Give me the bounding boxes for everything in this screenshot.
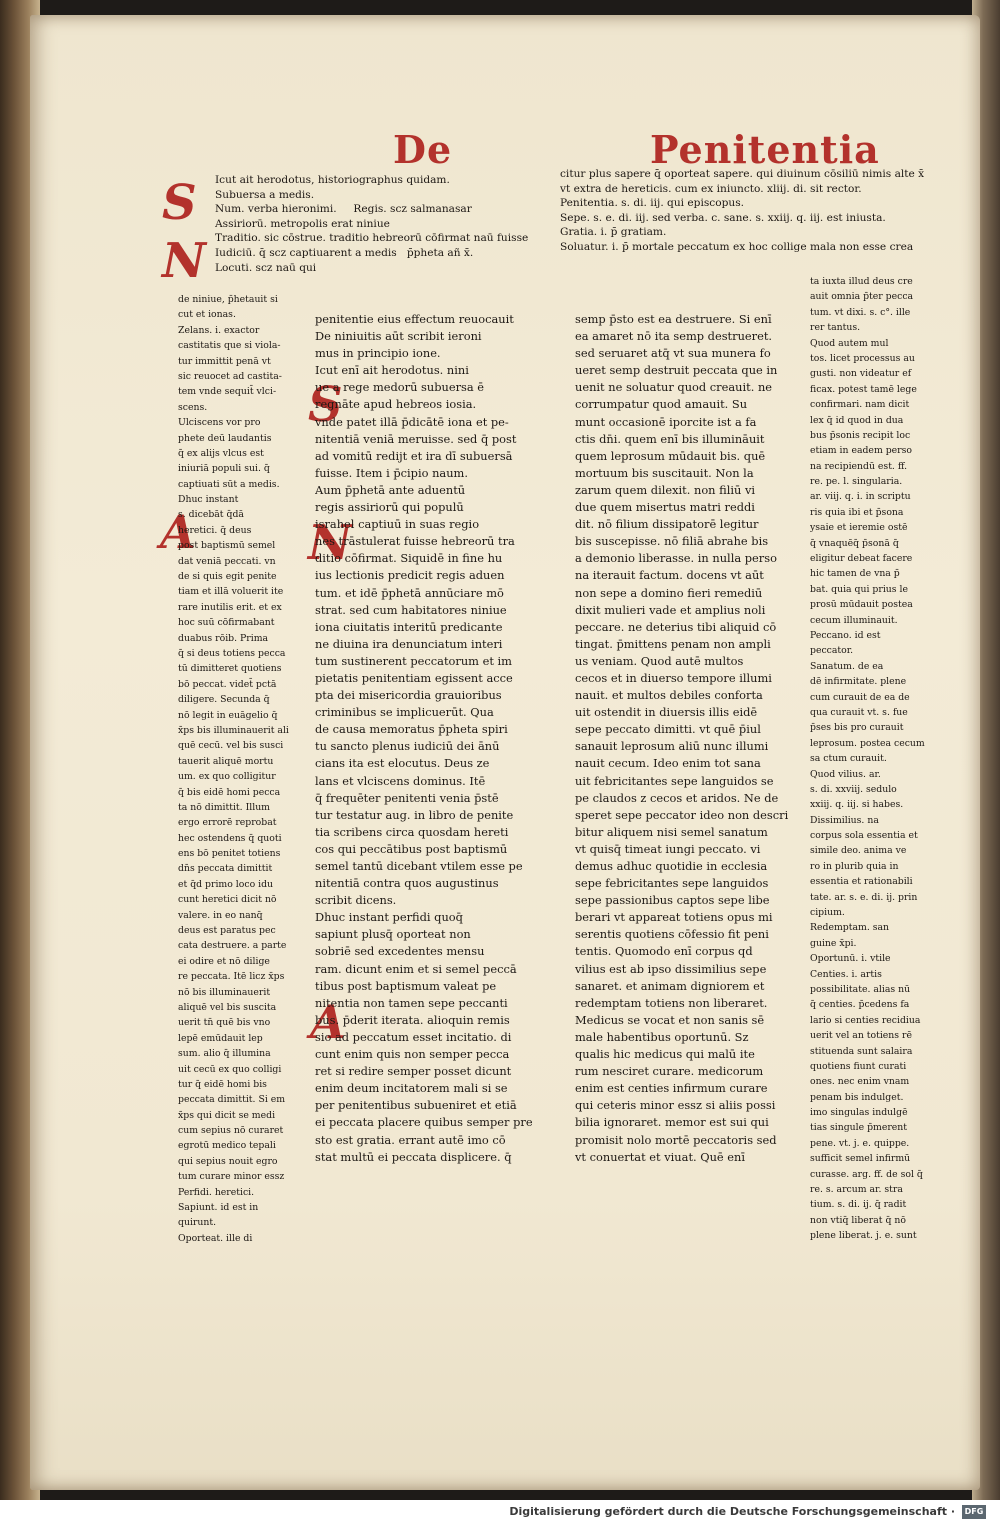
text-line: enim deum incitatorem mali si se (315, 1081, 508, 1096)
gloss-line: egrotū medico tepali (178, 1140, 276, 1152)
gloss-line: prosū mūdauit postea (810, 599, 913, 611)
gloss-line: peccator. (810, 645, 854, 657)
gloss-line: hec ostendens q̄ quoti (178, 832, 282, 844)
text-line: israhel captiuū in suas regio (315, 517, 480, 532)
gloss-line: sic reuocet ad castita- (178, 370, 282, 382)
gloss-line: tur immittit penā vt (178, 355, 271, 367)
text-line: criminibus se implicuerūt. Qua (315, 705, 494, 720)
gloss-line: Peccano. id est (810, 629, 881, 641)
text-line: pta dei misericordia grauioribus (315, 688, 502, 703)
text-line: vt quisq̄ timeat iungi peccato. vi (575, 841, 761, 856)
text-line: semp p̄sto est ea destruere. Si enī (575, 312, 772, 326)
gloss-line: s. di. xxviij. sedulo (810, 783, 897, 795)
dfg-logo: DFG (962, 1505, 986, 1519)
gloss-line: cum curauit de ea de (810, 691, 910, 703)
text-line: sepe febricitantes sepe languidos (575, 876, 769, 891)
text-line: De niniuitis aūt scribit ieroni (315, 329, 482, 344)
footer-bar (0, 1500, 1000, 1525)
gloss-line: Locuti. scz naū qui (215, 261, 317, 274)
gloss-line: Dhuc instant (178, 494, 239, 506)
gloss-line: post baptismū semel (178, 540, 276, 552)
text-line: uit febricitantes sepe languidos se (575, 773, 774, 788)
text-line: tum sustinerent peccatorum et im (315, 653, 512, 668)
gloss-line: nō legit in euāgelio q̄ (178, 709, 278, 721)
text-line: bus. p̄derit iterata. alioquin remis (315, 1012, 510, 1027)
text-line: regnāte apud hebreos iosia. (315, 397, 477, 412)
text-line: ueret semp destruit peccata que in (575, 363, 778, 378)
gloss-line: captiuati sūt a medis. (178, 478, 280, 490)
text-line: de causa memoratus p̄pheta spiri (315, 722, 508, 737)
gloss-line: eligitur debeat facere (810, 553, 913, 565)
text-line: tingat. p̄mittens penam non ampli (575, 636, 771, 651)
text-line: nes trāstulerat fuisse hebreorū tra (315, 534, 515, 549)
text-line: zarum quem dilexit. non filiū vi (575, 482, 756, 497)
gloss-line: na recipiendū est. ff. (810, 460, 908, 472)
gloss-line: ens bō penitet totiens (178, 848, 281, 860)
gloss-line: sa ctum curauit. (810, 753, 887, 765)
gloss-line: plene liberat. j. e. sunt (810, 1230, 917, 1242)
gloss-line: uerit vel an totiens rē (810, 1030, 912, 1042)
gloss-line: gusti. non videatur ef (810, 368, 912, 380)
text-line: nitentia non tamen sepe peccanti (315, 995, 508, 1010)
gloss-line: de si quis egit penite (178, 571, 277, 583)
gloss-line: lex q̄ id quod in dua (810, 414, 904, 426)
gloss-line: xxiij. q. iij. si habes. (810, 799, 904, 811)
text-line: vilius est ab ipso dissimilius sepe (575, 961, 767, 976)
text-line: pietatis penitentiam egissent acce (315, 670, 513, 685)
gloss-line: tate. ar. s. e. di. ij. prin (810, 891, 918, 903)
gloss-line: Quod vilius. ar. (810, 768, 881, 780)
gloss-line: x̄ps bis illuminauerit ali (178, 724, 289, 736)
text-line: nauit. et multos debiles conforta (575, 688, 763, 703)
text-line: stat multū ei peccata displicere. q̄ (315, 1149, 512, 1164)
gloss-line: dat veniā peccati. vn (178, 555, 276, 567)
text-line: bilia ignoraret. memor est sui qui (575, 1115, 769, 1130)
gloss-line: et q̄d primo loco idu (178, 878, 274, 890)
gloss-line: Icut ait herodotus, historiographus quidam. (215, 174, 450, 186)
main-text-right (575, 311, 810, 1166)
text-line: non sepe a domino fieri remediū (575, 585, 763, 600)
initial-n-top: N (162, 233, 206, 289)
initial-n-main: N (308, 515, 352, 571)
gloss-line: s. dicebāt q̄dā (178, 509, 244, 521)
gloss-line: iniuriā populi sui. q̄ (178, 463, 270, 475)
gloss-line: ergo errorē reprobat (178, 817, 277, 829)
gloss-line: Zelans. i. exactor (178, 324, 260, 336)
text-line: serentis quotiens cōfessio fit peni (575, 927, 769, 942)
gloss-line: bō peccat. videt̄ pctā (178, 678, 277, 690)
text-line: sepe passionibus captos sepe libe (575, 893, 770, 908)
text-line: scribit dicens. (315, 893, 397, 908)
gloss-line: Iudiciū. q̄ scz captiuarent a medis p̄pheta añ x̄. (215, 246, 474, 259)
gloss-line: rare inutilis erit. et ex (178, 601, 282, 613)
text-line: male habentibus oportunū. Sz (575, 1029, 749, 1044)
gloss-line: cum sepius nō curaret (178, 1125, 284, 1137)
gloss-line: heretici. q̄ deus (178, 524, 252, 536)
text-line: per penitentibus subueniret et etiā (315, 1098, 517, 1113)
gloss-top-right (560, 167, 950, 255)
gloss-line: sufficit semel infirmū (810, 1153, 911, 1165)
text-line: sanaret. et animam digniorem et (575, 978, 765, 993)
gloss-line: cut et ionas. (178, 309, 236, 321)
gloss-line: q̄ si deus totiens pecca (178, 647, 286, 659)
text-line: us veniam. Quod autē multos (575, 653, 744, 668)
text-line: tum. et idē p̄phetā annūciare mō (315, 585, 504, 600)
text-line: tur testatur aug. in libro de penite (315, 807, 514, 822)
text-line: ei peccata placere quibus semper pre (315, 1115, 533, 1130)
gloss-top-left (215, 173, 555, 275)
text-line: ram. dicunt enim et si semel peccā (315, 961, 517, 976)
gloss-line: q̄ vnaquēq̄ p̄sonā q̄ (810, 537, 899, 549)
gloss-line: ta nō dimittit. Illum (178, 801, 271, 813)
gloss-right-column (810, 274, 950, 1244)
gloss-line: bat. quia qui prius le (810, 583, 908, 595)
text-line: cecos et in diuerso tempore illumi (575, 670, 772, 685)
initial-s-top: S (162, 175, 197, 231)
text-line: berari vt appareat totiens opus mi (575, 910, 773, 925)
text-line: sobriē sed excedentes mensu (315, 944, 485, 959)
gloss-line: Quod autem mul (810, 337, 889, 349)
text-line: enim est centies infirmum curare (575, 1081, 768, 1096)
text-line: penitentie eius effectum reuocauit (315, 312, 514, 326)
gloss-line: tias singule p̄merent (810, 1122, 908, 1134)
gloss-line: tiam et illā voluerit ite (178, 586, 284, 598)
text-line: redemptam totiens non liberaret. (575, 995, 768, 1010)
gloss-line: ta iuxta illud deus cre (810, 276, 913, 287)
gloss-line: tium. s. di. ij. q̄ radit (810, 1199, 907, 1211)
running-head-left: De (393, 127, 453, 172)
text-line: bis suscepisse. nō filiā abrahe bis (575, 534, 769, 549)
gloss-line: Penitentia. s. di. iij. qui episcopus. (560, 197, 745, 210)
gloss-line: cipium. (810, 907, 845, 919)
text-line: a demonio liberasse. in nulla perso (575, 551, 777, 566)
gloss-line: hoc suū cōfirmabant (178, 617, 275, 629)
gloss-line: dn̄s peccata dimittit (178, 863, 273, 875)
gloss-line: de niniue, p̄hetauit si (178, 294, 278, 305)
gloss-line: tauerit aliquē mortu (178, 755, 274, 767)
gloss-line: Perfidi. heretici. (178, 1186, 255, 1198)
text-line: promisit nolo mortē peccatoris sed (575, 1132, 777, 1147)
text-line: qualis hic medicus qui malū ite (575, 1047, 755, 1062)
gloss-line: phete deū laudantis (178, 432, 272, 444)
gloss-line: cecum illuminauit. (810, 614, 898, 626)
gloss-line: q̄ centies. p̄cedens fa (810, 999, 910, 1011)
text-line: tibus post baptismum valeat pe (315, 978, 497, 993)
gloss-line: valere. in eo nanq̄ (178, 909, 263, 921)
text-line: ius lectionis predicit regis aduen (315, 568, 505, 583)
gloss-line: leprosum. postea cecum (810, 737, 925, 749)
gloss-line: castitatis que si viola- (178, 340, 281, 352)
text-line: cians ita est elocutus. Deus ze (315, 756, 490, 771)
main-text-left (315, 311, 555, 1166)
text-line: quem leprosum mūdauit bis. quē (575, 448, 766, 463)
gloss-line: Sanatum. de ea (810, 660, 884, 672)
text-line: regis assiriorū qui populū (315, 500, 464, 515)
gloss-line: ar. viij. q. i. in scriptu (810, 491, 911, 503)
gloss-line: deus est paratus pec (178, 925, 276, 937)
text-line: uit ostendit in diuersis illis eidē (575, 705, 758, 720)
gloss-line: Centies. i. artis (810, 968, 882, 980)
text-line: rum nesciret curare. medicorum (575, 1064, 764, 1079)
gloss-line: Dissimilius. na (810, 814, 879, 826)
gloss-line: penam bis indulget. (810, 1091, 904, 1103)
gloss-line: quirunt. (178, 1217, 217, 1229)
text-line: dit. nō filium dissipatorē legitur (575, 517, 759, 532)
text-line: semel tantū dicebant vtilem esse pe (315, 859, 523, 873)
gloss-line: ro in plurib quia in (810, 860, 899, 872)
gloss-line: diligere. Secunda q̄ (178, 694, 270, 706)
text-line: ditio cōfirmat. Siquidē in fine hu (315, 551, 503, 566)
gloss-line: Oportunū. i. vtile (810, 953, 891, 965)
text-line: lans et vlciscens dominus. Itē (315, 773, 486, 788)
gloss-line: tem vnde sequit̄ vlci- (178, 386, 277, 398)
text-line: nauit cecum. Ideo enim tot sana (575, 756, 761, 771)
gloss-line: Subuersa a medis. (215, 188, 315, 201)
gloss-line: re peccata. Itē licz x̄ps (178, 971, 285, 983)
gloss-line: ysaie et ieremie ostē (810, 522, 908, 534)
gloss-line: possibilitate. alias nū (810, 983, 911, 995)
text-line: iona ciuitatis interitū predicante (315, 619, 503, 634)
gloss-line: q̄ bis eidē homi pecca (178, 786, 281, 798)
gloss-line: p̄ses bis pro curauit (810, 722, 904, 734)
gloss-line: Sapiunt. id est in (178, 1202, 259, 1214)
text-line: Medicus se vocat et non sanis sē (575, 1012, 765, 1027)
text-line: tu sancto plenus iudiciū dei ānū (315, 739, 500, 754)
gloss-line: uerit tn̄ quē bis vno (178, 1017, 271, 1029)
gloss-line: Gratia. i. p̄ gratiam. (560, 226, 667, 239)
text-line: fuisse. Item i p̄cipio naum. (315, 465, 468, 480)
gloss-line: x̄ps qui dicit se medi (178, 1109, 276, 1121)
text-line: q̄ frequēter penitenti venia p̄stē (315, 790, 499, 805)
text-line: peccare. ne deterius tibi aliquid cō (575, 619, 777, 634)
book-page (30, 15, 980, 1490)
gloss-line: imo singulas indulgē (810, 1107, 908, 1119)
initial-a-left: A (160, 505, 196, 559)
gloss-line: qui sepius nouit egro (178, 1155, 278, 1167)
text-line: tia scribens circa quosdam hereti (315, 824, 509, 839)
text-line: mus in principio ione. (315, 346, 441, 361)
text-line: sed seruaret atq̄ vt sua munera fo (575, 346, 771, 361)
text-line: ea amaret nō ita semp destrueret. (575, 329, 773, 344)
gloss-line: nō bis illuminauerit (178, 986, 271, 998)
text-line: demus adhuc quotidie in ecclesia (575, 859, 768, 873)
text-line: bitur aliquem nisi semel sanatum (575, 824, 768, 839)
text-line: munt occasionē iporcite ist a fa (575, 414, 757, 429)
gloss-line: ones. nec enim vnam (810, 1076, 910, 1088)
gloss-line: cunt heretici dicit nō (178, 894, 277, 906)
gloss-line: ei odire et nō dilige (178, 955, 270, 967)
gloss-line: Num. verba hieronimi. Regis. scz salmanasar (215, 203, 472, 216)
gloss-left-column (178, 292, 306, 1246)
gloss-line: essentia et rationabili (810, 876, 913, 888)
gloss-line: tum. vt dixi. s. c°. ille (810, 306, 911, 318)
text-line: cos qui peccātibus post baptismū (315, 841, 508, 856)
text-line: sepe peccato dimitti. vt quē p̄iul (575, 722, 761, 737)
gloss-line: aliquē vel bis suscita (178, 1001, 277, 1013)
gloss-line: bus p̄sonis recipit loc (810, 429, 911, 441)
text-line: nitentiā veniā meruisse. sed q̄ post (315, 431, 517, 446)
text-line: qui ceteris minor essz si aliis possi (575, 1098, 776, 1113)
text-line: strat. sed cum habitatores niniue (315, 602, 507, 617)
gloss-line: Assiriorū. metropolis erat niniue (215, 217, 390, 230)
gloss-line: etiam in eadem perso (810, 445, 912, 457)
gloss-line: ficax. potest tamē lege (810, 383, 917, 395)
initial-s-main: S (308, 377, 343, 433)
text-line: pe claudos z cecos et aridos. Ne de (575, 790, 779, 805)
text-line: dixit mulieri vade et amplius noli (575, 602, 766, 617)
gloss-line: lario si centies recidiua (810, 1014, 921, 1026)
gloss-line: pene. vt. j. e. quippe. (810, 1137, 910, 1149)
gloss-line: sum. alio q̄ illumina (178, 1048, 271, 1060)
gloss-line: rer tantus. (810, 322, 861, 334)
gloss-line: lepē emūdauit lep (178, 1032, 263, 1044)
text-line: ne diuina ira denunciatum interi (315, 636, 503, 651)
text-line: sapiunt plusq̄ oporteat non (315, 927, 471, 942)
gloss-line: vt extra de hereticis. cum ex iniuncto. xliij. di. sit rector. (560, 182, 862, 195)
text-line: vnde patet illā p̄dicātē iona et pe- (315, 414, 509, 429)
gloss-line: tur q̄ eidē homi bis (178, 1078, 267, 1090)
gloss-line: qua curauit vt. s. fue (810, 706, 908, 718)
gloss-line: peccata dimittit. Si em (178, 1094, 286, 1106)
text-line: nitentiā contra quos augustinus (315, 876, 499, 891)
text-line: na iterauit factum. docens vt aūt (575, 568, 764, 583)
initial-a-main: A (310, 995, 346, 1049)
gloss-line: tū dimitteret quotiens (178, 663, 282, 675)
gloss-line: non vtiq̄ liberat q̄ nō (810, 1214, 906, 1226)
gloss-line: tum curare minor essz (178, 1171, 285, 1183)
gloss-line: corpus sola essentia et (810, 830, 918, 842)
gloss-line: citur plus sapere q̄ oporteat sapere. qui diuinum cōsiliū nimis alte x̄ (560, 168, 925, 180)
text-line: sanauit leprosum aliū nunc illumi (575, 739, 769, 754)
gloss-line: quē cecū. vel bis susci (178, 740, 284, 752)
text-line: ret si redire semper posset dicunt (315, 1064, 512, 1079)
gloss-line: cata destruere. a parte (178, 940, 287, 952)
text-line: sto est gratia. errant autē imo cō (315, 1132, 506, 1147)
text-line: cunt enim quis non semper pecca (315, 1047, 510, 1062)
text-line: due quem misertus matri reddi (575, 500, 755, 515)
gloss-line: Traditio. sic cōstrue. traditio hebreorū cōfirmat naū fuisse (215, 232, 529, 245)
gloss-line: guine x̄pi. (810, 937, 857, 949)
gloss-line: uit cecū ex quo colligi (178, 1063, 282, 1075)
gloss-line: re. pe. l. singularia. (810, 476, 903, 488)
gloss-line: ris quia ibi et p̄sona (810, 506, 904, 518)
gloss-line: dē infirmitate. plene (810, 676, 907, 688)
text-line: speret sepe peccator ideo non descri (575, 807, 789, 822)
text-line: sio ad peccatum esset incitatio. di (315, 1029, 512, 1044)
gloss-line: Redemptam. san (810, 922, 890, 934)
gloss-line: q̄ ex alijs vlcus est (178, 447, 264, 459)
gloss-line: auit omnia p̄ter pecca (810, 291, 914, 303)
funding-notice: Digitalisierung gefördert durch die Deutsche Forschungsgemeinschaft · (509, 1505, 955, 1518)
gloss-line: confirmari. nam dicit (810, 399, 910, 411)
gloss-line: um. ex quo colligitur (178, 771, 276, 783)
gloss-line: Sepe. s. e. di. iij. sed verba. c. sane. s. xxiij. q. iij. est iniusta. (560, 211, 886, 224)
gloss-line: simile deo. anima ve (810, 845, 907, 857)
text-line: corrumpatur quod amauit. Su (575, 397, 748, 412)
gloss-line: curasse. arg. ff. de sol q̄ (810, 1168, 923, 1180)
gloss-line: scens. (178, 401, 208, 413)
running-head-right: Penitentia (650, 127, 880, 172)
gloss-line: Ulciscens vor pro (178, 417, 261, 429)
gloss-line: tos. licet processus au (810, 352, 915, 364)
text-line: tentis. Quomodo enī corpus qd (575, 944, 753, 959)
gloss-line: re. s. arcum ar. stra (810, 1184, 903, 1196)
text-line: ue a rege medorū subuersa ē (315, 380, 485, 395)
gloss-line: Soluatur. i. p̄ mortale peccatum ex hoc collige mala non esse crea (560, 240, 914, 253)
text-line: uenit ne soluatur quod creauit. ne (575, 380, 773, 395)
text-line: ctis dn̄i. quem enī bis illumināuit (575, 431, 765, 446)
text-line: Aum p̄phetā ante aduentū (315, 482, 466, 497)
gloss-line: duabus rōib. Prima (178, 632, 269, 644)
text-line: mortuum bis suscitauit. Non la (575, 465, 754, 480)
gloss-line: Oporteat. ille di (178, 1232, 253, 1244)
text-line: vt conuertat et viuat. Quē enī (575, 1149, 746, 1164)
text-line: ad vomitū redijt et ira dī subuersā (315, 448, 513, 463)
text-line: Icut enī ait herodotus. nini (315, 363, 469, 378)
gloss-line: stituenda sunt salaira (810, 1045, 913, 1057)
gloss-line: hic tamen de vna p̄ (810, 568, 900, 580)
gloss-line: quotiens fiunt curati (810, 1060, 907, 1072)
text-line: Dhuc instant perfidi quoq̄ (315, 910, 463, 925)
